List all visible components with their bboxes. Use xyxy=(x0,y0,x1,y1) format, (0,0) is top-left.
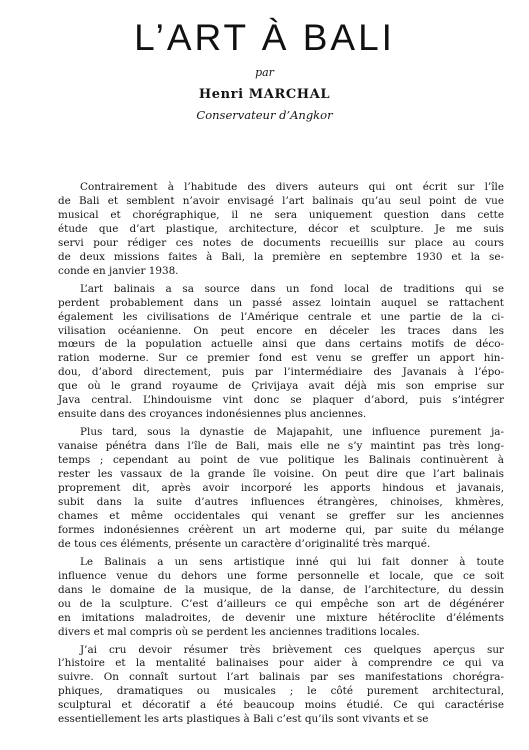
text-line: ration moderne. Sur ce premier fond est venu se greffer un apport hin- xyxy=(58,352,504,365)
text-line: de deux missions faites à Bali, la première en septembre 1930 et la se- xyxy=(58,250,504,263)
text-line: l’histoire et la mentalité balinaises pour aider à comprendre ce qui va xyxy=(58,657,504,670)
author-affiliation: Conservateur d’Angkor xyxy=(196,108,333,122)
text-line: temps ; cependant au point de vue politique les Balinais continuèrent à xyxy=(58,454,504,467)
text-line: Le Balinais a un sens artistique inné qui lui fait donner à toute xyxy=(80,555,504,568)
text-line: subit dans la suite d’autres influences étrangères, chinoises, khmères, xyxy=(58,495,504,508)
body-paragraph xyxy=(58,283,504,423)
article-title: L’ART À BALI xyxy=(134,17,395,58)
body-paragraph xyxy=(58,181,504,279)
text-line: de Bali et semblent n’avoir envisagé l’art balinais qu’au seul point de vue xyxy=(58,194,504,207)
text-line: phiques, dramatiques ou musicales ; le côté purement architectural, xyxy=(58,685,504,698)
text-line: de tous ces éléments, présente un caractère d’originalité très marqué. xyxy=(58,537,431,550)
text-line: ou de la sculpture. C’est d’ailleurs ce qui empêche son art de dégénérer xyxy=(58,597,504,610)
text-line: Contrairement à l’habitude des divers auteurs qui ont écrit sur l’île xyxy=(80,181,504,193)
body-paragraph xyxy=(58,556,504,640)
text-line: rester les vassaux de la grande île voisine. On peut dire que l’art balinais xyxy=(58,468,504,481)
text-line: divers et mal compris où se perdent les anciennes traditions locales. xyxy=(58,625,420,638)
text-line: sculptural et décoratif a été beaucoup moins étudié. Ce qui caractérise xyxy=(58,699,504,712)
text-line: étude que d’art plastique, architecture, décor et sculpture. Je me suis xyxy=(58,222,504,235)
text-line: musical et chorégraphique, il ne sera uniquement question dans cette xyxy=(58,208,504,221)
text-line: perdent probablement dans un passé assez lointain auquel se rattachent xyxy=(58,296,504,309)
text-line: L’art balinais a sa source dans un fond local de traditions qui se xyxy=(80,282,504,295)
text-line: suivre. On connaît surtout l’art balinais par ses manifestations chorégra- xyxy=(58,671,504,684)
text-line: ensuite dans des croyances indonésiennes plus anciennes. xyxy=(58,408,367,421)
author-name: Henri MARCHAL xyxy=(198,87,331,102)
text-line: conde en janvier 1938. xyxy=(58,264,179,277)
text-line: chames et même occidentales qui venant se greffer sur les anciennes xyxy=(58,509,504,522)
text-line: vanaise pénétra dans l’île de Bali, mais elle ne s’y maintint pas très long- xyxy=(58,440,504,453)
article-body xyxy=(58,181,504,731)
text-line: vilisation océanienne. On peut encore en déceler les traces dans les xyxy=(58,324,504,337)
byline-par: par xyxy=(255,66,274,79)
text-line: dou, d’abord directement, puis par l’intermédiaire des Javanais à l’épo- xyxy=(58,366,504,379)
body-paragraph xyxy=(58,644,504,728)
text-line: également les civilisations de l’Amérique centrale et une partie de la ci- xyxy=(58,310,504,323)
text-line: mœurs de la population actuelle ainsi que dans certains motifs de déco- xyxy=(58,338,504,351)
text-line: essentiellement les arts plastiques à Bali c’est qu’ils sont vivants et se xyxy=(58,713,429,726)
text-line: dans le domaine de la musique, de la danse, de l’architecture, du dessin xyxy=(58,583,504,596)
text-line: J’ai cru devoir résumer très brièvement ces quelques aperçus sur xyxy=(80,643,504,656)
body-paragraph xyxy=(58,426,504,552)
text-line: influence venue du dehors une forme personnelle et locale, que ce soit xyxy=(58,569,504,582)
text-line: que où le grand royaume de Çrivijaya avait déjà mis son emprise sur xyxy=(58,380,504,393)
text-line: formes indonésiennes créèrent un art moderne qui, par suite du mélange xyxy=(58,523,504,536)
text-line: proprement dit, après avoir incorporé les apports hindous et javanais, xyxy=(58,482,504,495)
text-line: Plus tard, sous la dynastie de Majapahit, une influence purement ja- xyxy=(80,426,504,439)
text-line: Java central. L’hindouisme vint donc se plaquer d’abord, puis s’intégrer xyxy=(58,394,504,407)
text-line: en imitations maladroites, de devenir une mixture hétéroclite d’éléments xyxy=(58,611,504,624)
text-line: servi pour rédiger ces notes de documents recueillis sur place au cours xyxy=(58,236,504,249)
